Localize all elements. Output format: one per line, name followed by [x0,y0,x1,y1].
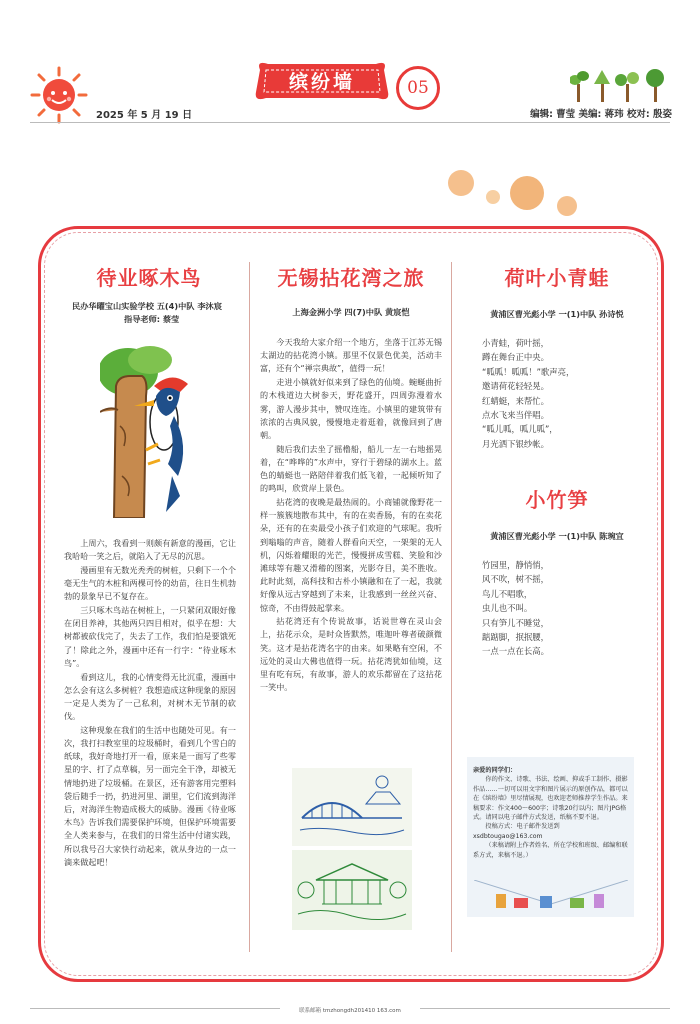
paragraph: 拈花湾的夜晚是最热闹的。小商铺就像野花一样一簇簇地散布其中，有的在卖香肠，有的在卖花朵，还有的在卖最受小孩子们欢迎的气球呢。我听到嗡嗡的声音，随着人群看向天空，一架架的无人机，闪烁着耀眼的光芒，慢慢拼成雪糕、笑脸和沙滩球等有趣又滑稽的图案，光影夺目，美不胜收。此时此刻，高科技和古朴小镇融和在了一起，我就好像从远古穿越到了未来，让我感到一丝丝兴奋、惊奇，不由得鼓起掌来。 [260,496,442,613]
issue-number: 05 [396,66,440,110]
poem-line: 竹园里，静悄悄， [482,560,549,570]
woodpecker-illustration [100,346,196,518]
poem2-byline: 黄浦区曹光彪小学 一(1)中队 陈琬宜 [490,531,624,541]
poem1-title: 荷叶小青蛙 [504,266,610,290]
issue-date: 2025 年 5 月 19 日 [96,110,193,121]
article1-school: 民办华曜宝山实验学校 五(4)中队 李沐宸 [72,301,222,311]
envelope-icon [474,880,628,912]
paragraph: 今天我给大家介绍一个地方，坐落于江苏无锡太湖边的拈花湾小镇。那里不仅景色优美，活动丰富，还有个“禅宗典故”，值得一玩！ [260,337,442,374]
poem-line: 一点一点在长高。 [482,646,549,657]
poem-line: 虫儿也不叫。 [482,603,533,614]
poem-line: 红蜻蜓，来帮忙。 [482,395,549,406]
bridge-sketch-image [292,768,412,846]
paragraph: 漫画里有无数光秃秃的树桩，只剩下一个个毫无生气的木桩和两棵可怜的幼苗，往日生机勃勃的景象早已不复存在。 [64,564,236,602]
editor-credits: 编辑: 曹莹 美编: 蒋玮 校对: 殷姿 [530,109,672,120]
poem1-lines [482,336,642,451]
poem-line: 邀请荷花轻轻晃。 [482,381,549,392]
poem-line: 踮踮脚，抿抿腰， [482,632,549,643]
header-divider [30,122,670,123]
poem-line: 鸟儿不唱歌， [482,588,533,599]
section-title: 缤纷墙 [288,71,355,93]
temple-sketch-image [292,850,412,930]
paragraph: 走进小镇就好似来到了绿色的仙境。蜿蜒曲折的木栈道边大树参天，野花盛开，四周弥漫着水雾，游人漫步其中，赞叹连连。小镇里的建筑带有浓浓的古典风貌，慢慢地走着逛着，就像回到了唐朝。 [260,377,442,440]
paragraph: 随后我们去坐了摇橹船，船儿一左一右地摇晃着，在“哗哗的”水声中，穿行于碧绿的湖水上。蓝色的蜻蜓也一路陪伴着我们低飞着，一起倾听知了的鸣叫，欣赏岸上景色。 [260,443,442,494]
decor-dot [510,176,544,210]
article2-byline: 上海金洲小学 四(7)中队 黄宸恺 [292,307,410,317]
paragraph: 上周六，我看到一则颇有新意的漫画，它让我哈哈一笑之后，就陷入了无尽的沉思。 [64,538,236,562]
notice-note: （来稿请附上作者姓名、所在学校和班级、邮编和联系方式，来稿不退。） [473,842,628,859]
notice-body: 你的作文、诗歌、书法、绘画、抑或手工制作、摄影作品……一切可以用文字和图片展示的原创作品，都可以在《缤纷墙》里尽情展现，也欢迎老师推荐学生作品。来稿要求：作文400～600字；诗歌20行以内；图片JPG格式。请同以电子邮件方式发送，纸稿不要不退。 [473,776,628,822]
article2-body [260,336,442,695]
poem-line: “呱儿呱，呱儿呱”， [482,424,558,435]
page-header [0,0,700,130]
notice-greeting: 亲爱的同学们： [473,767,517,774]
poem-line: 月光洒下银纱帐。 [482,438,549,449]
paragraph: 这种现象在我们的生活中也随处可见。有一次，我打扫教室里的垃圾桶时，看到几个雪白的纸球，我好奇地打开一看，原来是一面写了些零星的字、打了点草稿，另一面完全干净，却被无情地扔进了垃圾桶。在景区，还有游客用完塑料袋后随手一扔，扔进河里、湖里，它们流到海洋后，对海洋生物造成极大的威胁。漫画《待业啄木鸟》告诉我们需要保护环境，但保护环境需要全人类来参与，在我们的日常生活中付诸实践，所以我号召大家快行动起来，就从身边的一点一滴来做起吧！ [64,724,236,867]
poem-line: 点水飞来当伴唱。 [482,410,549,421]
trees-icon [570,66,670,102]
notice-email: 投稿方式：电子邮件发送到xsdbtougao@163.com [473,823,560,840]
decor-dot [486,190,500,204]
paragraph: 三只啄木鸟站在树桩上，一只紧闭双眼好像在闭目养神，其他两只四目相对，似乎在想：大树都被砍伐完了，失去了工作，我们怕是要饿死了！除此之外，漫画中还有一行字：“待业啄木鸟”。 [64,605,236,668]
article1-advisor: 指导老师: 蔡莹 [124,314,180,324]
article1-body [64,537,236,870]
sun-icon [30,66,88,124]
article2-title: 无锡拈花湾之旅 [277,266,425,290]
poem1-byline: 黄浦区曹光彪小学 一(1)中队 孙诗悦 [490,309,624,319]
decor-dot [448,170,474,196]
paragraph: 看到这儿，我的心情变得无比沉重，漫画中怎么会有这么多树桩？我想造成这种现象的原因一定是人类为了一己私利，对树木无节制的砍伐。 [64,671,236,722]
footer-contact: 联系邮箱 tmzhongdh201410 163.com [299,1008,401,1014]
column-divider [249,262,250,952]
column-divider [451,262,452,952]
submission-notice-text [473,766,628,860]
article1-title: 待业啄木鸟 [96,266,202,290]
poem-line: “呱呱！呱呱！”歌声亮， [482,366,575,377]
poem-line: 小青蛙，荷叶摇， [482,338,549,348]
poem-line: 蹲在舞台正中央。 [482,352,549,363]
paragraph: 拈花湾还有个传说故事，话说世尊在灵山会上，拈花示众，是时众皆默然，唯迦叶尊者破颜微笑。这才是拈花湾名字的由来。如果略有空闲，不远处的灵山大佛也值得一玩。拈花湾犹如仙境，这里有吃有玩，有故事，游人的欢乐都留在了这拈花一笑中。 [260,616,442,693]
poem-line: 只有笋儿不睡觉， [482,617,549,628]
decor-dot [557,196,577,216]
poem2-title: 小竹笋 [525,488,589,512]
poem2-lines [482,558,642,659]
poem-line: 风不吹，树不摇， [482,574,549,585]
